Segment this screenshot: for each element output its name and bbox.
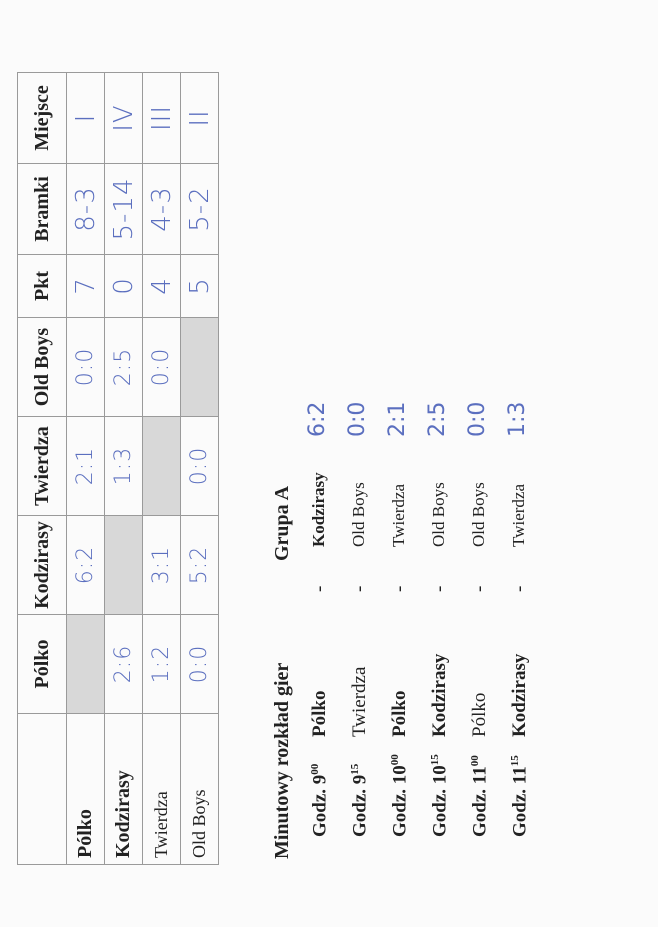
cell-score: 1:2: [143, 615, 181, 714]
header-bramki: Bramki: [18, 164, 67, 255]
match-result: 1:3: [505, 401, 530, 437]
header-kodzirasy: Kodzirasy: [18, 516, 67, 615]
cell-miejsce: III: [143, 73, 181, 164]
time-label: Godz. $11^{15}$: [509, 755, 531, 837]
schedule-row: [345, 77, 385, 837]
time-label: Godz. $9^{00}$: [309, 763, 331, 837]
away-team: Kodzirasy: [309, 472, 328, 547]
dash: -: [429, 585, 450, 592]
dash: -: [389, 585, 410, 592]
home-team: Twierdza: [349, 666, 370, 737]
cell-pkt: 7: [67, 255, 105, 318]
away-team: Twierdza: [389, 484, 408, 547]
cell-pkt: 4: [143, 255, 181, 318]
cell-pkt: 0: [105, 255, 143, 318]
header-old-boys: Old Boys: [18, 318, 67, 417]
table-header-row: [18, 73, 67, 865]
header-corner: [18, 714, 67, 865]
cell-score: 0:0: [67, 318, 105, 417]
header-polko: Pólko: [18, 615, 67, 714]
home-team: Pólko: [469, 692, 490, 737]
cell-miejsce: IV: [105, 73, 143, 164]
away-team: Old Boys: [429, 482, 448, 547]
cell-empty: [143, 417, 181, 516]
match-result: 2:5: [425, 401, 450, 437]
cell-empty: [105, 516, 143, 615]
cell-score: 2:6: [105, 615, 143, 714]
header-twierdza: Twierdza: [18, 417, 67, 516]
cell-score: 0:0: [181, 615, 219, 714]
dash: -: [509, 585, 530, 592]
row-team: Twierdza: [143, 714, 181, 865]
row-team: Old Boys: [181, 714, 219, 865]
home-team: Kodzirasy: [509, 653, 530, 737]
cell-bramki: 5-14: [105, 164, 143, 255]
away-team: Old Boys: [469, 482, 488, 547]
match-result: 6:2: [305, 401, 330, 437]
away-team: Old Boys: [349, 482, 368, 547]
time-label: Godz. $9^{15}$: [349, 763, 371, 837]
cell-score: 5:2: [181, 516, 219, 615]
rotated-content: [9, 53, 649, 873]
schedule-row: [385, 77, 425, 837]
home-team: Kodzirasy: [429, 653, 450, 737]
dash: -: [469, 585, 490, 592]
cell-score: 1:3: [105, 417, 143, 516]
away-team: Twierdza: [509, 484, 528, 547]
schedule-row: [505, 77, 545, 837]
cell-score: 2:1: [67, 417, 105, 516]
group-label: Grupa A: [271, 485, 293, 561]
schedule-row: [425, 77, 465, 837]
dash: -: [309, 585, 330, 592]
home-team: Pólko: [389, 690, 410, 737]
cell-score: 0:0: [143, 318, 181, 417]
cell-bramki: 4-3: [143, 164, 181, 255]
row-team: Kodzirasy: [105, 714, 143, 865]
row-team: Pólko: [67, 714, 105, 865]
cell-score: 3:1: [143, 516, 181, 615]
cell-score: 0:0: [181, 417, 219, 516]
match-result: 2:1: [385, 401, 410, 437]
home-team: Pólko: [309, 690, 330, 737]
table-row: [105, 73, 143, 865]
table-row: [143, 73, 181, 865]
dash: -: [349, 585, 370, 592]
cell-score: 6:2: [67, 516, 105, 615]
time-label: Godz. $11^{00}$: [469, 755, 491, 837]
header-miejsce: Miejsce: [18, 73, 67, 164]
schedule-title: Minutowy rozkład gier: [271, 662, 293, 859]
match-result: 0:0: [345, 401, 370, 437]
schedule-row: [305, 77, 345, 837]
table-row: [181, 73, 219, 865]
time-label: Godz. $10^{00}$: [389, 754, 411, 837]
match-result: 0:0: [465, 401, 490, 437]
cell-miejsce: II: [181, 73, 219, 164]
cell-miejsce: I: [67, 73, 105, 164]
cell-empty: [67, 615, 105, 714]
cell-score: 2:5: [105, 318, 143, 417]
table-row: [67, 73, 105, 865]
cell-bramki: 8-3: [67, 164, 105, 255]
cell-empty: [181, 318, 219, 417]
time-label: Godz. $10^{15}$: [429, 754, 451, 837]
cell-bramki: 5-2: [181, 164, 219, 255]
schedule-row: [465, 77, 505, 837]
header-pkt: Pkt: [18, 255, 67, 318]
standings-table: [17, 72, 219, 865]
cell-pkt: 5: [181, 255, 219, 318]
